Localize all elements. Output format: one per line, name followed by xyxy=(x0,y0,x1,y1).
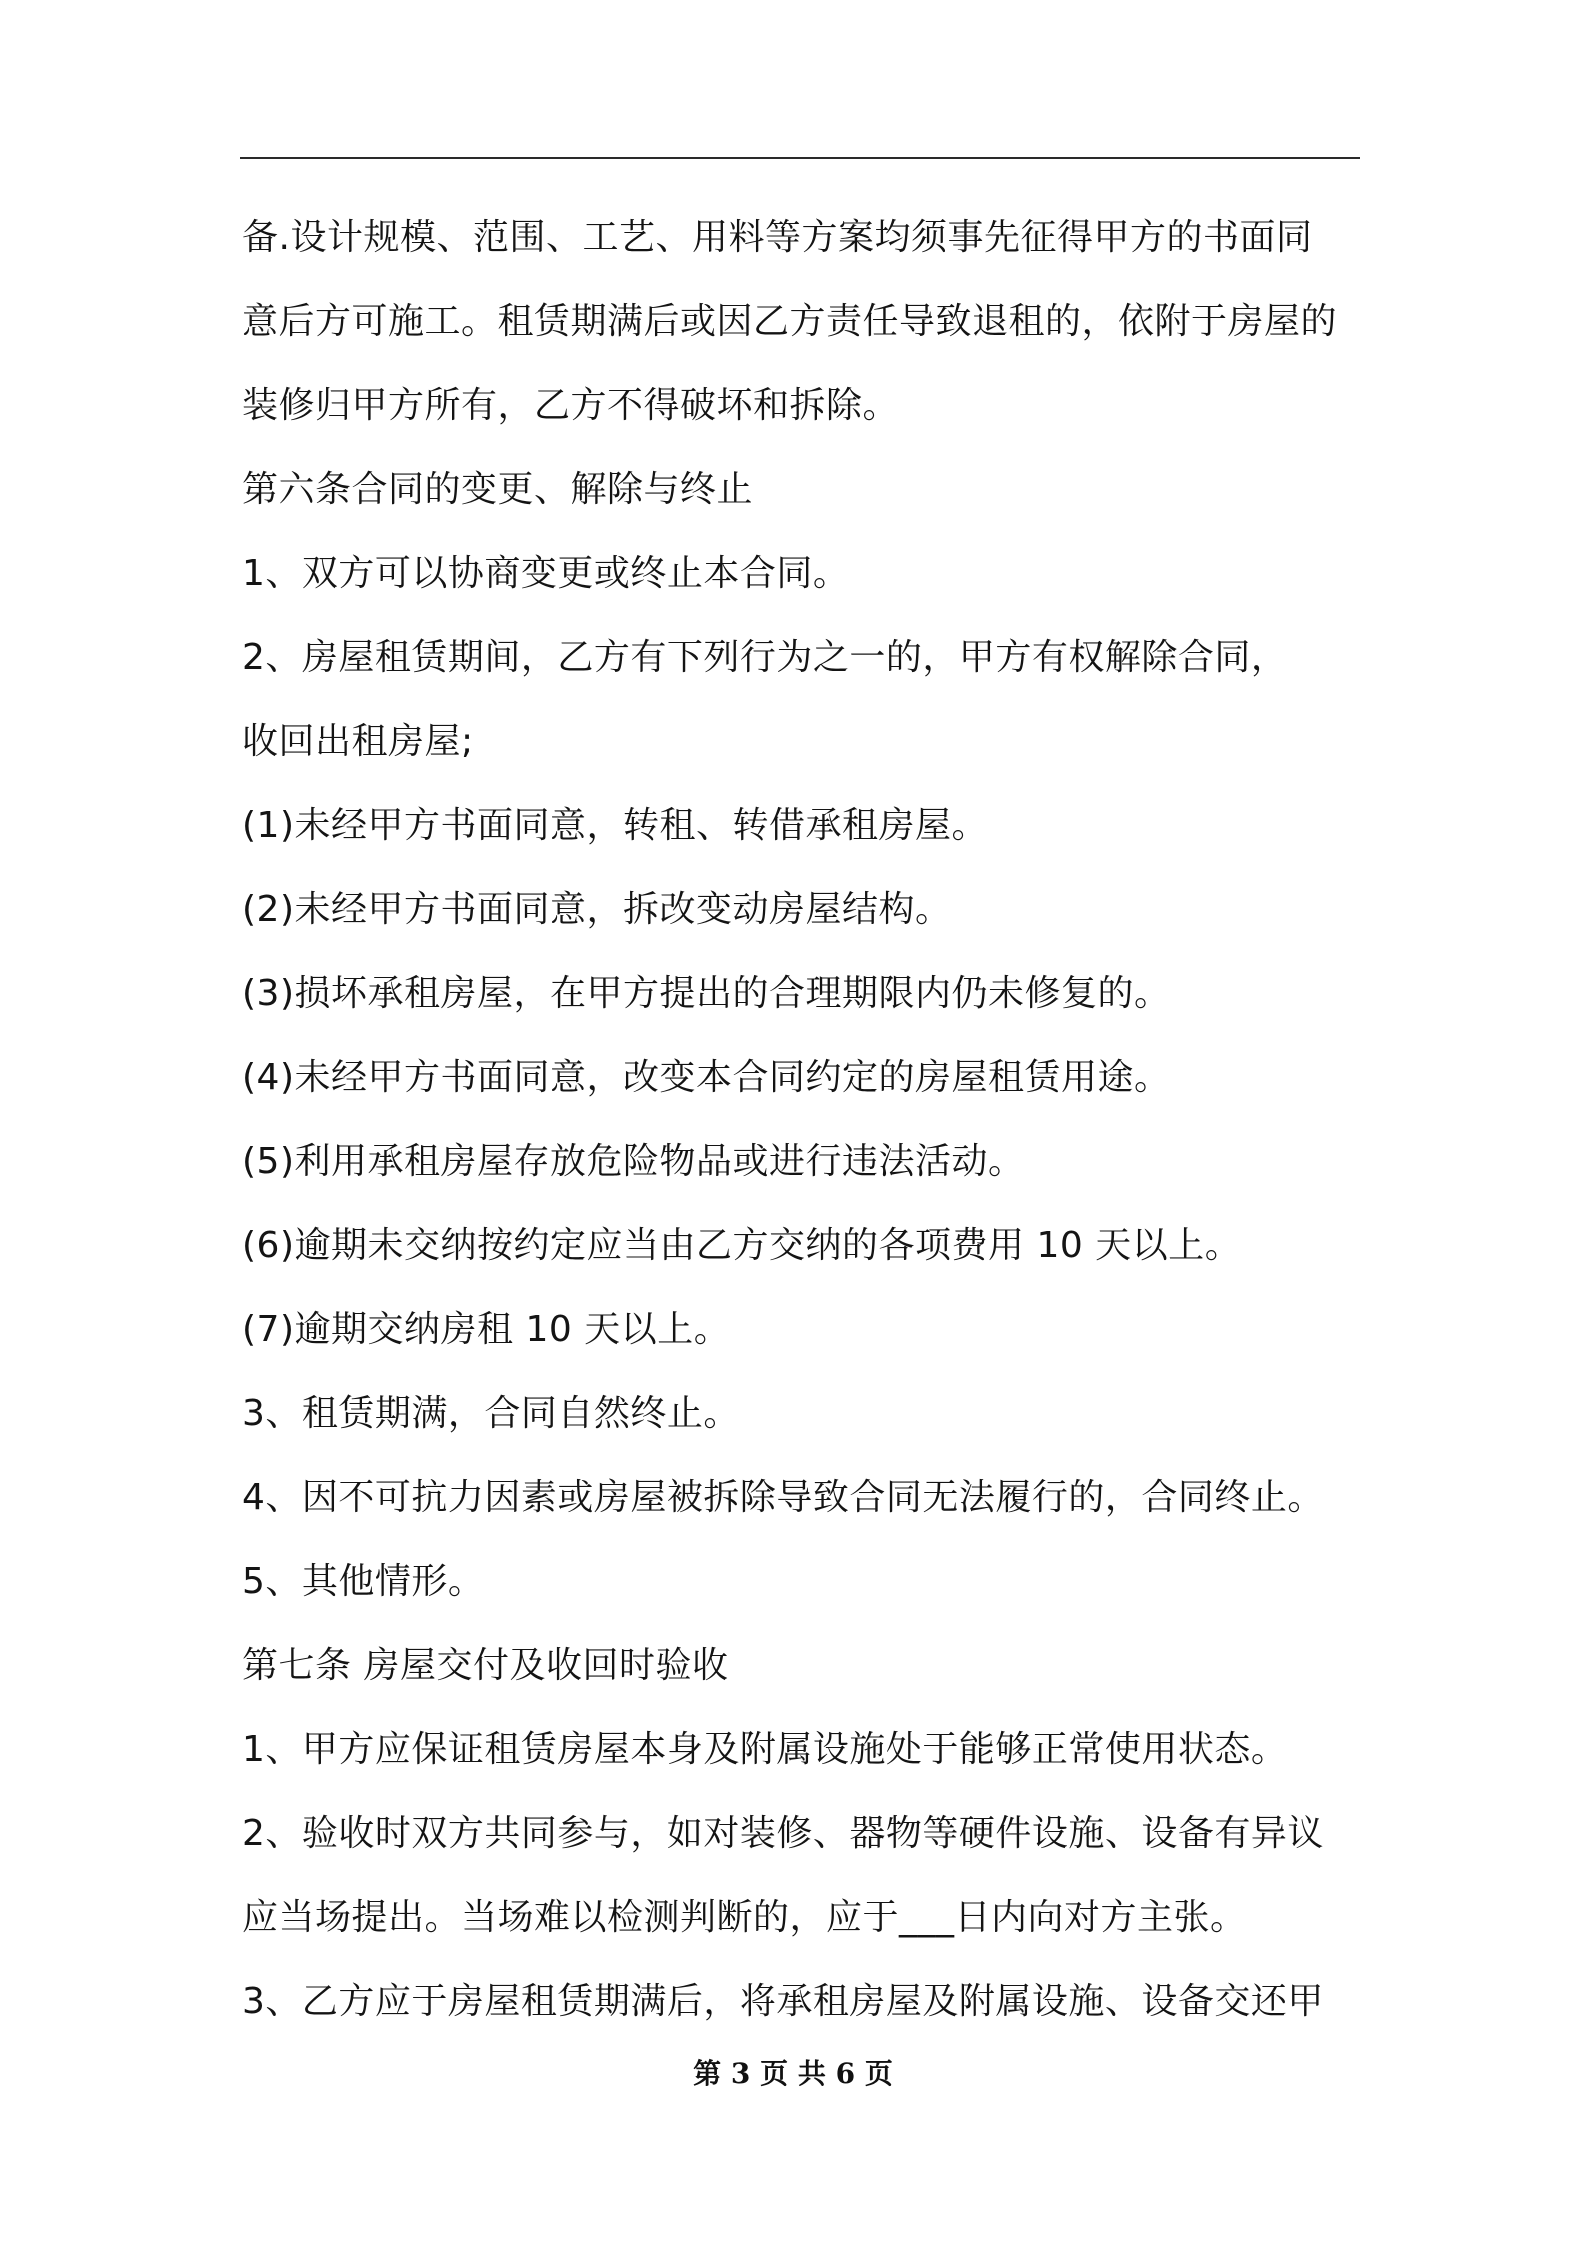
text-line: 意后方可施工。租赁期满后或因乙方责任导致退租的，依附于房屋的 xyxy=(242,301,1338,342)
list-item: 2、房屋租赁期间，乙方有下列行为之一的，甲方有权解除合同， xyxy=(242,637,1288,678)
sub-list-item: (2)未经甲方书面同意，拆改变动房屋结构。 xyxy=(242,889,952,930)
sub-list-item: (5)利用承租房屋存放危险物品或进行违法活动。 xyxy=(242,1141,1025,1182)
text-line: 应当场提出。当场难以检测判断的，应于___日内向对方主张。 xyxy=(242,1897,1247,1938)
text-line: 备.设计规模、范围、工艺、用料等方案均须事先征得甲方的书面同 xyxy=(242,217,1313,258)
text-line: 装修归甲方所有，乙方不得破坏和拆除。 xyxy=(242,385,900,426)
document-body xyxy=(242,196,1367,2044)
sub-list-item: (3)损坏承租房屋，在甲方提出的合理期限内仍未修复的。 xyxy=(242,973,1171,1014)
sub-list-item: (6)逾期未交纳按约定应当由乙方交纳的各项费用 10 天以上。 xyxy=(242,1225,1242,1266)
section-heading: 第六条合同的变更、解除与终止 xyxy=(242,469,754,510)
section-heading: 第七条 房屋交付及收回时验收 xyxy=(242,1645,729,1686)
text-line: 收回出租房屋; xyxy=(242,721,474,762)
sub-list-item: (1)未经甲方书面同意，转租、转借承租房屋。 xyxy=(242,805,988,846)
sub-list-item: (7)逾期交纳房租 10 天以上。 xyxy=(242,1309,731,1350)
list-item: 5、其他情形。 xyxy=(242,1561,485,1602)
list-item: 3、乙方应于房屋租赁期满后，将承租房屋及附属设施、设备交还甲 xyxy=(242,1981,1324,2022)
list-item: 2、验收时双方共同参与，如对装修、器物等硬件设施、设备有异议 xyxy=(242,1813,1324,1854)
list-item: 1、甲方应保证租赁房屋本身及附属设施处于能够正常使用状态。 xyxy=(242,1729,1288,1770)
sub-list-item: (4)未经甲方书面同意，改变本合同约定的房屋租赁用途。 xyxy=(242,1057,1171,1098)
list-item: 1、双方可以协商变更或终止本合同。 xyxy=(242,553,850,594)
page-footer: 第 3 页 共 6 页 xyxy=(693,2057,893,2090)
list-item: 4、因不可抗力因素或房屋被拆除导致合同无法履行的，合同终止。 xyxy=(242,1477,1324,1518)
list-item: 3、租赁期满，合同自然终止。 xyxy=(242,1393,740,1434)
header-rule xyxy=(240,157,1360,159)
